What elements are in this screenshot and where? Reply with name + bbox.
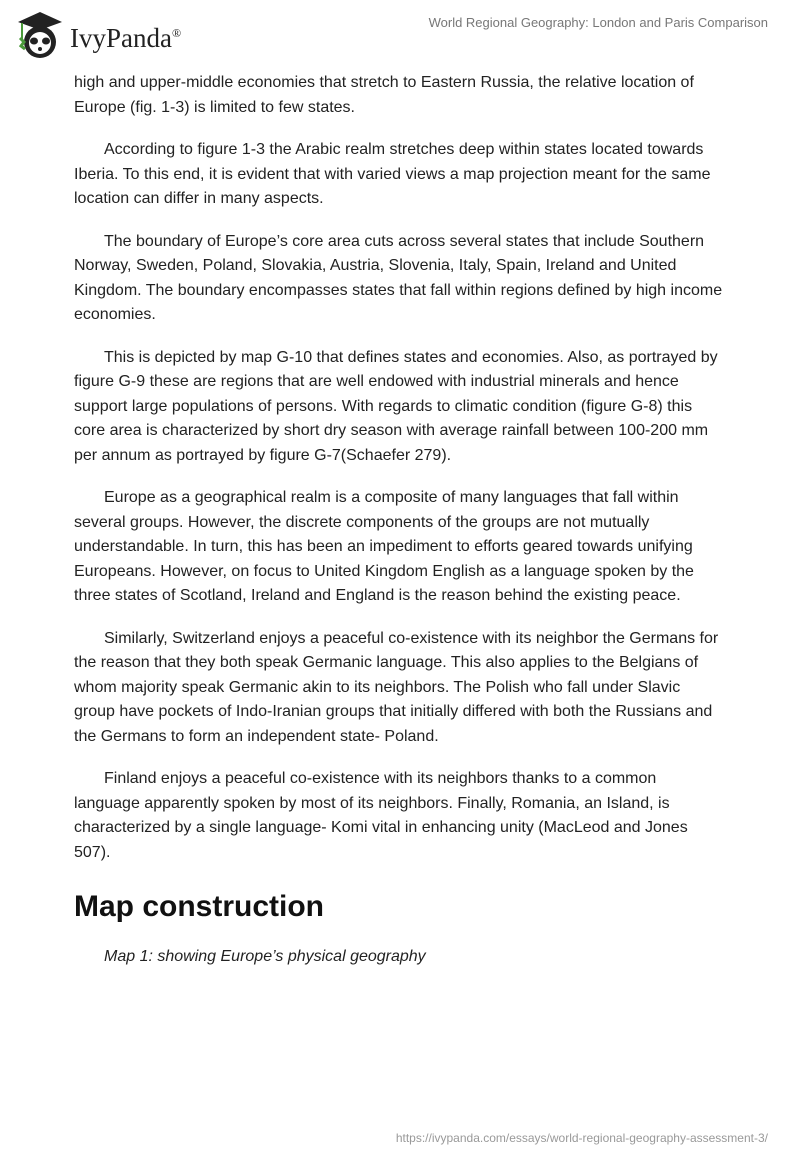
paragraph: According to figure 1-3 the Arabic realm stretches deep within states located towards Iberia. To this end, it is evident that with varied views a map projection meant for the same location can differ in many aspects. [74,141,711,207]
section-heading: Map construction [74,890,325,923]
document-title: World Regional Geography: London and Paris Comparison [428,15,768,30]
paragraph: The boundary of Europe’s core area cuts across several states that include Southern Norway, Sweden, Poland, Slovakia, Austria, Slovenia, Italy, Spain, Ireland and United Kingdom. The boundary encompasses states that fall within regions defined by high income economies. [74,232,723,323]
essay-body [74,71,724,988]
logo-text [70,23,181,54]
map-caption: Map 1: showing Europe’s physical geography [104,948,426,965]
paragraph: Similarly, Switzerland enjoys a peaceful co-existence with its neighbor the Germans for the reason that they both speak Germanic language. This also applies to the Belgians of whom majority speak Germanic akin to its neighbors. The Polish who fall under Slavic group have pockets of Indo-Iranian groups that initially differed with both the Russians and the Germans to form an independent state- Poland. [74,629,719,745]
panda-graduate-icon [14,8,64,60]
ivypanda-logo[interactable] [14,8,181,60]
paragraph: This is depicted by map G-10 that defines states and economies. Also, as portrayed by figure G-9 these are regions that are well endowed with industrial minerals and hence support large populations of persons. With regards to climatic condition (figure G-8) this core area is characterized by short dry season with average rainfall between 100-200 mm per annum as portrayed by figure G-7(Schaefer 279). [74,348,718,464]
paragraph: high and upper-middle economies that stretch to Eastern Russia, the relative location of Europe (fig. 1-3) is limited to few states. [74,74,694,116]
footer-url[interactable]: https://ivypanda.com/essays/world-regional-geography-assessment-3/ [395,1131,768,1145]
logo-name: IvyPanda [70,22,172,53]
paragraph: Finland enjoys a peaceful co-existence with its neighbors thanks to a common language apparently spoken by most of its neighbors. Finally, Romania, an Island, is characterized by a single language- Komi vital in enhancing unity (MacLeod and Jones 507). [74,770,688,861]
paragraph: Europe as a geographical realm is a composite of many languages that fall within several groups. However, the discrete components of the groups are not mutually understandable. In turn, this has been an impediment to efforts geared towards unifying Europeans. However, on focus to United Kingdom English as a language spoken by the three states of Scotland, Ireland and England is the reason behind the existing peace. [74,489,694,604]
registered-mark: ® [171,25,182,40]
